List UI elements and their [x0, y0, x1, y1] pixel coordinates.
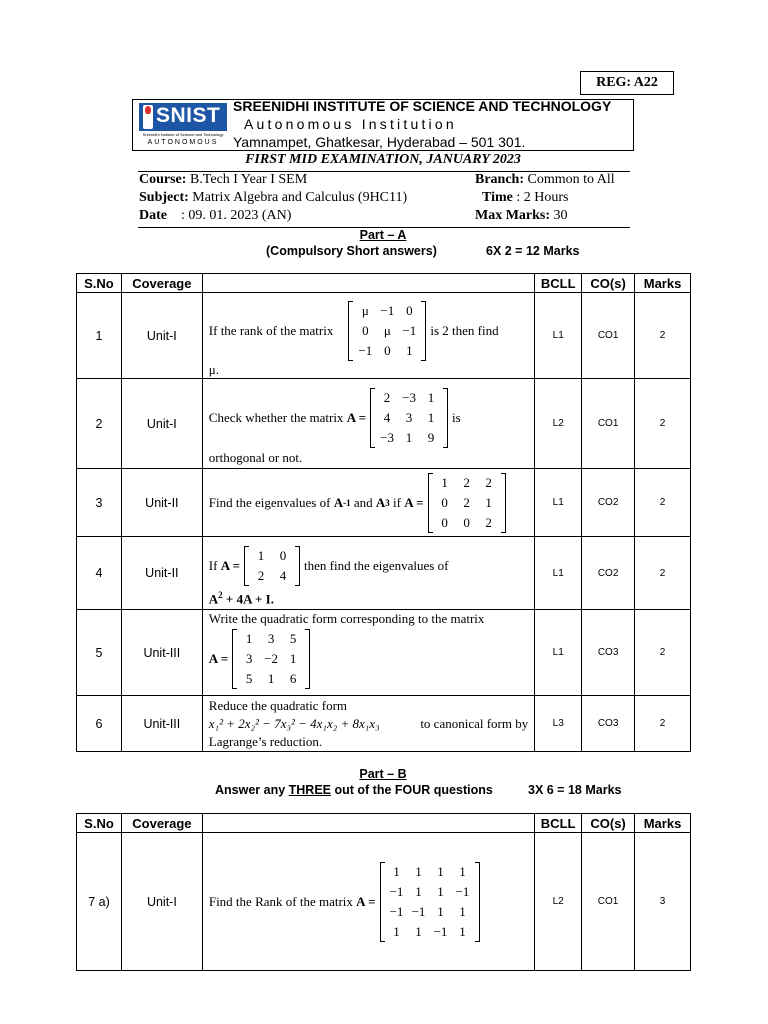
course-info: Course: B.Tech I Year I SEM — [139, 172, 308, 187]
col-header-coverage: Coverage — [121, 274, 202, 293]
part-b-title: Part – B — [359, 767, 407, 781]
question-text: If the rank of the matrix μ −1 0 0 μ −1 −1 0 1 is 2 then find μ. — [202, 293, 534, 379]
question-text: Find the eigenvalues of A -1 and A 3 if A = 1 2 2 0 2 1 0 0 2 — [202, 469, 534, 537]
part-b-instruction: Answer any THREE out of the FOUR questions — [215, 783, 493, 797]
table-header-row — [77, 274, 691, 293]
col-header-sno: S.No — [77, 814, 122, 833]
col-header-bcll: BCLL — [535, 274, 582, 293]
question-number: 6 — [77, 696, 122, 752]
marks: 2 — [635, 469, 691, 537]
exam-title: FIRST MID EXAMINATION, JANUARY 2023 — [245, 152, 521, 167]
coverage: Unit-III — [121, 610, 202, 696]
question-number: 3 — [77, 469, 122, 537]
coverage: Unit-II — [121, 537, 202, 610]
question-text: Find the Rank of the matrix A = 1 1 1 1 −1 1 1 −1 −1 −1 1 1 1 1 −1 1 — [202, 833, 534, 971]
branch-info: Branch: Common to All — [475, 172, 615, 187]
question-number: 2 — [77, 379, 122, 469]
coverage: Unit-III — [121, 696, 202, 752]
question-number: 1 — [77, 293, 122, 379]
question-number: 7 a) — [77, 833, 122, 971]
institute-name: SREENIDHI INSTITUTE OF SCIENCE AND TECHNOLOGY — [233, 98, 612, 114]
table-row — [77, 293, 691, 379]
marks: 2 — [635, 610, 691, 696]
marks: 2 — [635, 379, 691, 469]
coverage: Unit-I — [121, 379, 202, 469]
table-row — [77, 696, 691, 752]
part-b-table — [76, 813, 691, 971]
part-a-marks: 6X 2 = 12 Marks — [486, 244, 580, 258]
matrix: 1 3 5 3 −2 1 5 1 6 — [231, 629, 311, 689]
max-marks-info: Max Marks: 30 — [475, 208, 568, 223]
col-header-question — [202, 814, 534, 833]
date-info: Date : 09. 01. 2023 (AN) — [139, 208, 292, 223]
part-b-marks: 3X 6 = 18 Marks — [528, 783, 622, 797]
question-text: Reduce the quadratic form x₁² + 2x₂² − 7x₃² − 4x₁x₂ + 8x₁x₃ to canonical form by Lagrange’s reduction. — [202, 696, 534, 752]
course-outcome: CO3 — [582, 610, 635, 696]
bcll: L1 — [535, 293, 582, 379]
bcll: L2 — [535, 833, 582, 971]
part-a-table — [76, 273, 691, 752]
institute-address: Yamnampet, Ghatkesar, Hyderabad – 501 301. — [233, 134, 526, 150]
question-text: Write the quadratic form corresponding to the matrix A = 1 3 5 3 −2 1 5 1 6 — [202, 610, 534, 696]
table-header-row — [77, 814, 691, 833]
course-outcome: CO1 — [582, 293, 635, 379]
col-header-question — [202, 274, 534, 293]
bcll: L3 — [535, 696, 582, 752]
course-outcome: CO2 — [582, 469, 635, 537]
institute-logo: SNIST Sreenidhi Institute of Science and Technology AUTONOMOUS — [139, 101, 227, 149]
matrix: 1 1 1 1 −1 1 1 −1 −1 −1 1 1 1 1 −1 1 — [379, 862, 481, 942]
col-header-bcll: BCLL — [535, 814, 582, 833]
marks: 2 — [635, 537, 691, 610]
table-row — [77, 833, 691, 971]
table-row — [77, 537, 691, 610]
bcll: L2 — [535, 379, 582, 469]
col-header-coverage: Coverage — [121, 814, 202, 833]
marks: 2 — [635, 293, 691, 379]
table-row — [77, 469, 691, 537]
course-outcome: CO2 — [582, 537, 635, 610]
reg-number: REG: A22 — [580, 71, 674, 95]
bcll: L1 — [535, 469, 582, 537]
matrix: 1 0 2 4 — [243, 546, 301, 586]
course-outcome: CO1 — [582, 379, 635, 469]
bcll: L1 — [535, 610, 582, 696]
marks: 3 — [635, 833, 691, 971]
matrix: 2 −3 1 4 3 1 −3 1 9 — [369, 388, 449, 448]
time-info: Time : 2 Hours — [482, 190, 569, 205]
course-outcome: CO3 — [582, 696, 635, 752]
table-row — [77, 379, 691, 469]
part-a-title: Part – A — [359, 228, 407, 242]
question-text: Check whether the matrix A = 2 −3 1 4 3 1 −3 1 9 is orthogonal or not. — [202, 379, 534, 469]
col-header-marks: Marks — [635, 274, 691, 293]
col-header-marks: Marks — [635, 814, 691, 833]
subject-info: Subject: Matrix Algebra and Calculus (9HC11) — [139, 190, 408, 205]
table-row — [77, 610, 691, 696]
matrix: μ −1 0 0 μ −1 −1 0 1 — [347, 301, 427, 361]
matrix: 1 2 2 0 2 1 0 0 2 — [427, 473, 507, 533]
question-text: If A = 1 0 2 4 then find the eigenvalues of $A^2 + 4A + I$. — [202, 537, 534, 610]
coverage: Unit-II — [121, 469, 202, 537]
col-header-co: CO(s) — [582, 814, 635, 833]
part-a-instruction: (Compulsory Short answers) — [266, 244, 437, 258]
institute-status: Autonomous Institution — [244, 116, 457, 132]
question-number: 5 — [77, 610, 122, 696]
coverage: Unit-I — [121, 833, 202, 971]
marks: 2 — [635, 696, 691, 752]
col-header-co: CO(s) — [582, 274, 635, 293]
course-outcome: CO1 — [582, 833, 635, 971]
question-number: 4 — [77, 537, 122, 610]
col-header-sno: S.No — [77, 274, 122, 293]
bcll: L1 — [535, 537, 582, 610]
coverage: Unit-I — [121, 293, 202, 379]
